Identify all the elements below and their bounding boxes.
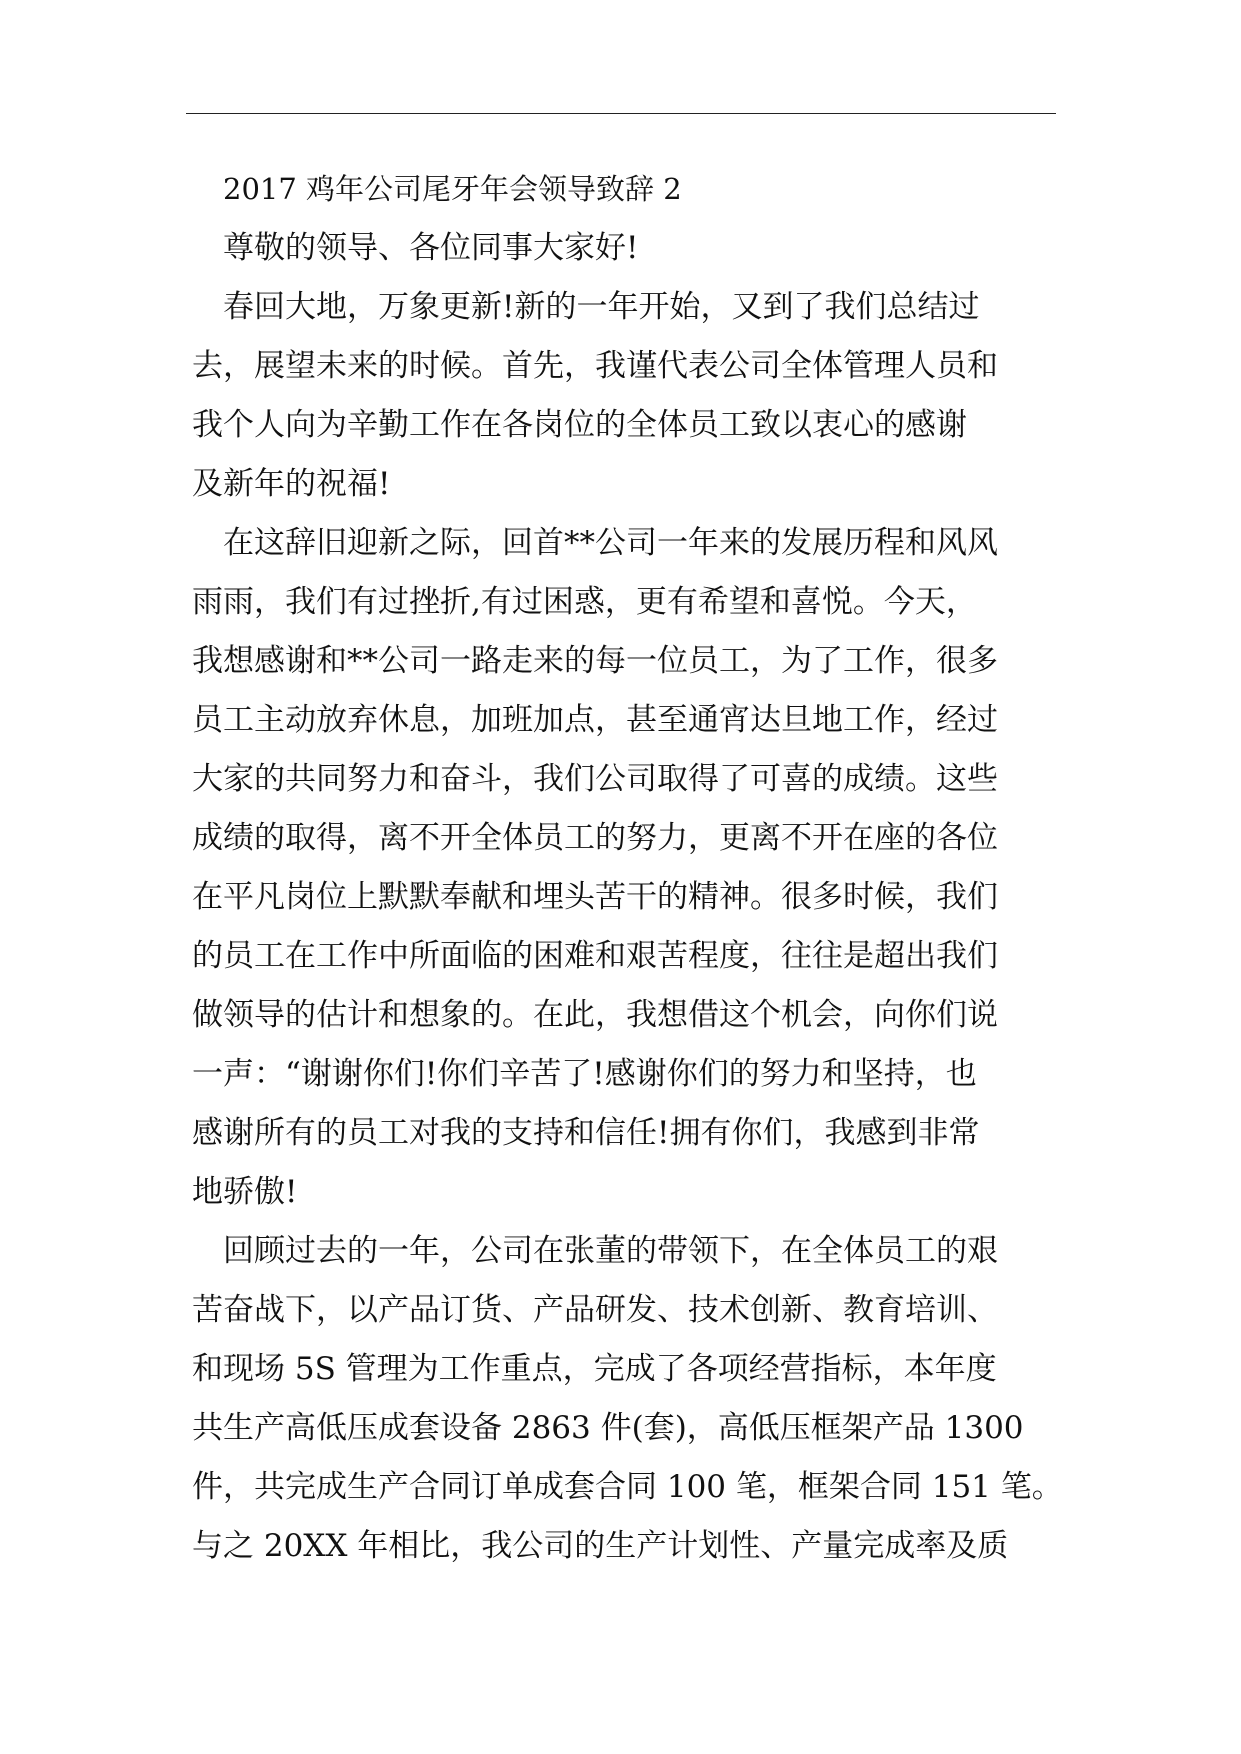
paragraph-line: 与之 20XX 年相比，我公司的生产计划性、产量完成率及质: [192, 1528, 1009, 1564]
greeting-text: 尊敬的领导、各位同事大家好!: [223, 230, 639, 266]
paragraph-line: 和现场 5S 管理为工作重点，完成了各项经营指标，本年度: [192, 1351, 997, 1387]
paragraph-line: 的员工在工作中所面临的困难和艰苦程度，往往是超出我们: [192, 938, 998, 974]
paragraph-3: [192, 1222, 1063, 1576]
paragraph-line: 春回大地，万象更新!新的一年开始，又到了我们总结过: [223, 289, 980, 325]
greeting-line: [192, 219, 1052, 278]
paragraph-line: 做领导的估计和想象的。在此，我想借这个机会，向你们说: [192, 997, 998, 1033]
document-body: [192, 160, 1063, 1576]
paragraph-line: 在这辞旧迎新之际，回首**公司一年来的发展历程和风风: [223, 525, 998, 561]
header-rule: [186, 113, 1056, 114]
paragraph-line: 我个人向为辛勤工作在各岗位的全体员工致以衷心的感谢: [192, 407, 967, 443]
paragraph-line: 及新年的祝福!: [192, 466, 391, 502]
paragraph-line: 大家的共同努力和奋斗，我们公司取得了可喜的成绩。这些: [192, 761, 998, 797]
paragraph-2: [192, 514, 1052, 1222]
paragraph-line: 雨雨，我们有过挫折,有过困惑，更有希望和喜悦。今天，: [192, 584, 977, 620]
paragraph-line: 回顾过去的一年，公司在张董的带领下，在全体员工的艰: [223, 1233, 998, 1269]
document-title: 2017 鸡年公司尾牙年会领导致辞 2: [223, 172, 682, 206]
paragraph-line: 我想感谢和**公司一路走来的每一位员工，为了工作，很多: [192, 643, 998, 679]
paragraph-line: 共生产高低压成套设备 2863 件(套)，高低压框架产品 1300: [192, 1410, 1024, 1446]
paragraph-line: 地骄傲!: [192, 1174, 298, 1210]
paragraph-line: 一声：“谢谢你们!你们辛苦了!感谢你们的努力和坚持，也: [192, 1056, 977, 1092]
paragraph-line: 苦奋战下，以产品订货、产品研发、技术创新、教育培训、: [192, 1292, 998, 1328]
paragraph-line: 成绩的取得，离不开全体员工的努力，更离不开在座的各位: [192, 820, 998, 856]
paragraph-1: [192, 278, 1052, 514]
paragraph-line: 去，展望未来的时候。首先，我谨代表公司全体管理人员和: [192, 348, 998, 384]
paragraph-line: 件，共完成生产合同订单成套合同 100 笔，框架合同 151 笔。: [192, 1469, 1063, 1505]
paragraph-line: 员工主动放弃休息，加班加点，甚至通宵达旦地工作，经过: [192, 702, 998, 738]
paragraph-line: 在平凡岗位上默默奉献和埋头苦干的精神。很多时候，我们: [192, 879, 998, 915]
paragraph-line: 感谢所有的员工对我的支持和信任!拥有你们，我感到非常: [192, 1115, 980, 1151]
